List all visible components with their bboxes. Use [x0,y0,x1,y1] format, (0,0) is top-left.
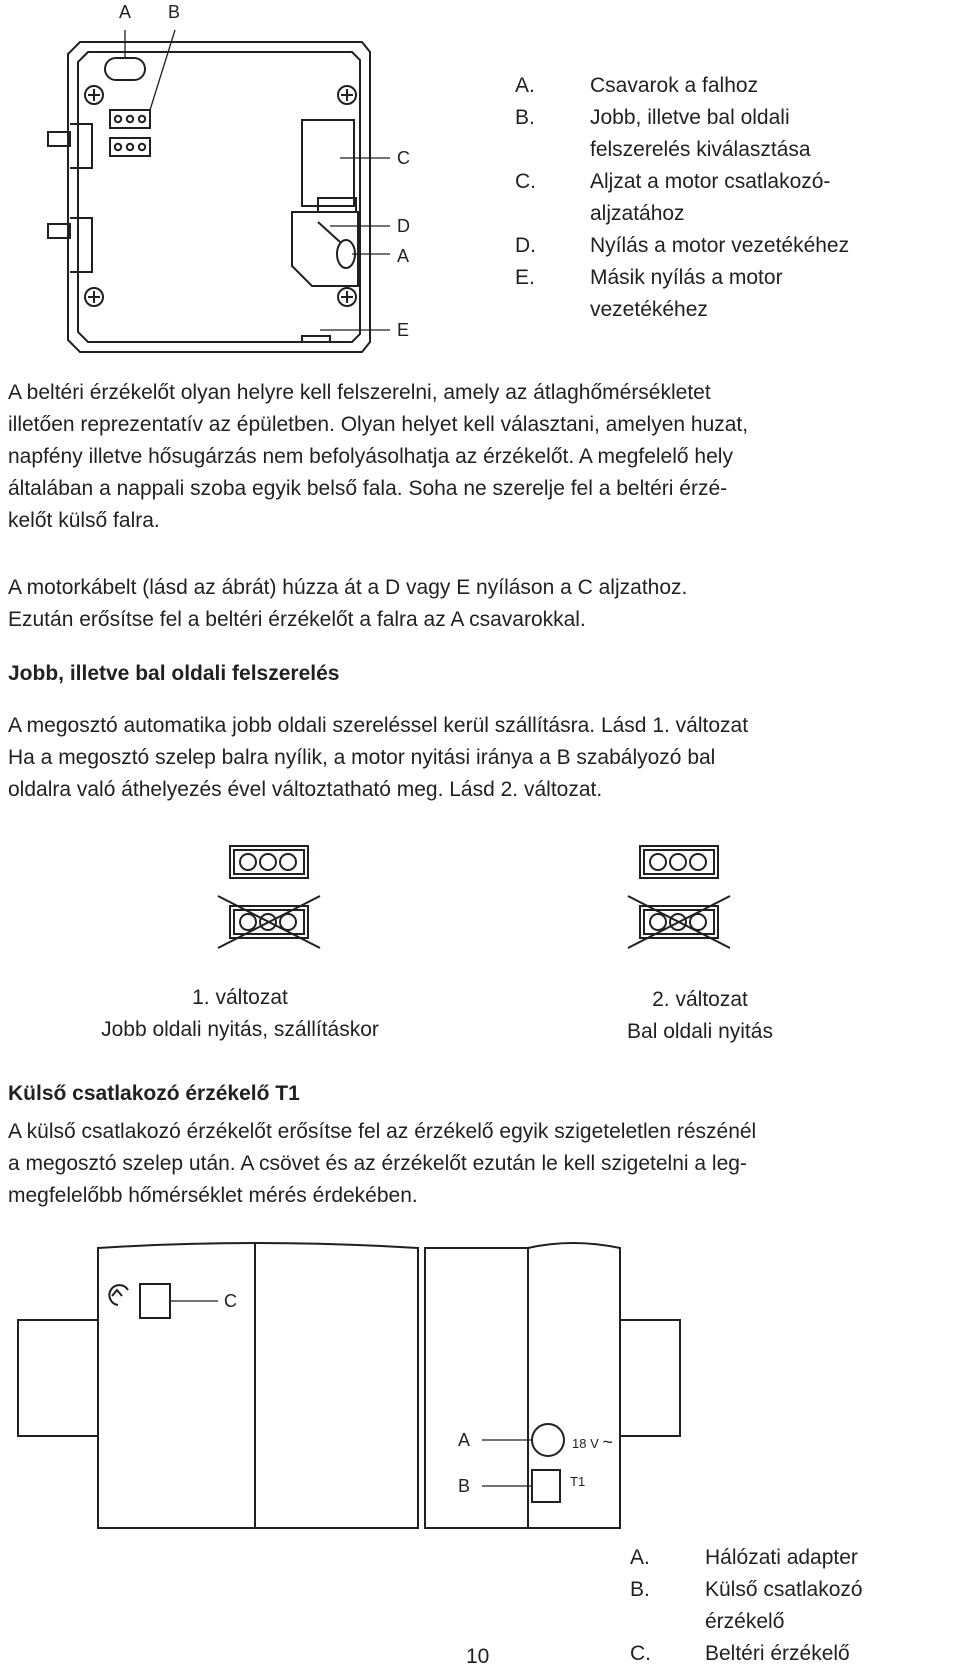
legend1-text: Jobb, illetve bal oldali [590,106,790,129]
paragraph-line: A megosztó automatika jobb oldali szereléssel kerül szállításra. Lásd 1. változat [8,714,749,737]
legend1-text: Csavarok a falhoz [590,74,759,97]
legend1-key: A. [515,74,535,97]
fig1-label-e: E [397,320,410,340]
t1-label: T1 [570,1474,586,1489]
variant2-title: 2. változat [652,988,748,1011]
section-heading-external-sensor: Külső csatlakozó érzékelő T1 [8,1082,300,1105]
paragraph-line: A beltéri érzékelőt olyan helyre kell felszerelni, amely az átlaghőmérsékletet [8,381,711,404]
legend2-key: C. [630,1642,651,1665]
fig1-label-a-top: A [119,2,132,22]
fig1-label-d: D [397,216,410,236]
variant1-caption: Jobb oldali nyitás, szállításkor [101,1018,379,1041]
paragraph-line: Ezután erősítse fel a beltéri érzékelőt a falra az A csavarokkal. [8,608,586,631]
variant2-caption: Bal oldali nyitás [627,1020,773,1043]
ac-tilde-icon: ~ [602,1432,613,1452]
legend2-text: Beltéri érzékelő [705,1642,850,1665]
section-heading-mounting: Jobb, illetve bal oldali felszerelés [8,662,340,685]
fig2-label-a: A [458,1430,471,1450]
legend1-text: felszerelés kiválasztása [590,138,811,161]
fig2-label-b: B [458,1476,471,1496]
paragraph-line: a megosztó szelep után. A csövet és az érzékelőt ezután le kell szigetelni a leg- [8,1152,747,1175]
fig1-label-a-side: A [397,246,410,266]
legend2-key: A. [630,1546,650,1569]
legend1-key: B. [515,106,535,129]
page-number: 10 [466,1645,490,1668]
fig1-label-b-top: B [168,2,181,22]
fig1-label-c: C [397,148,410,168]
legend2-key: B. [630,1578,650,1601]
variant1-title: 1. változat [192,986,288,1009]
legend2-text: Hálózati adapter [705,1546,858,1569]
paragraph-line: napfény illetve hősugárzás nem befolyásolhatja az érzékelőt. A megfelelő hely [8,445,733,468]
paragraph-line: A motorkábelt (lásd az ábrát) húzza át a D vagy E nyíláson a C aljzathoz. [8,576,688,599]
voltage-value: 18 V [572,1436,599,1451]
legend1-text: aljzatához [590,202,685,225]
legend2-text: Külső csatlakozó [705,1578,863,1601]
paragraph-line: megfelelőbb hőmérséklet mérés érdekében. [8,1184,418,1207]
legend1-text: Nyílás a motor vezetékéhez [590,234,850,257]
paragraph-line: kelőt külső falra. [8,509,160,532]
legend1-key: C. [515,170,536,193]
legend2-text: érzékelő [705,1610,785,1633]
legend1-text: Aljzat a motor csatlakozó- [590,170,831,193]
paragraph-line: oldalra való áthelyezés ével változtatható meg. Lásd 2. változat. [8,778,603,801]
fig2-label-c: C [224,1291,237,1311]
legend1-text: vezetékéhez [590,298,708,321]
legend1-key: D. [515,234,536,257]
paragraph-line: A külső csatlakozó érzékelőt erősítse fel az érzékelő egyik szigeteletlen részénél [8,1120,757,1143]
voltage-label [572,1432,613,1453]
paragraph-line: illetően reprezentatív az épületben. Olyan helyet kell választani, amelyen huzat, [8,413,749,436]
legend1-text: Másik nyílás a motor [590,266,783,289]
paragraph-line: Ha a megosztó szelep balra nyílik, a motor nyitási iránya a B szabályozó bal [8,746,716,769]
legend1-key: E. [515,266,535,289]
paragraph-line: általában a nappali szoba egyik belső fala. Soha ne szerelje fel a beltéri érzé- [8,477,728,500]
